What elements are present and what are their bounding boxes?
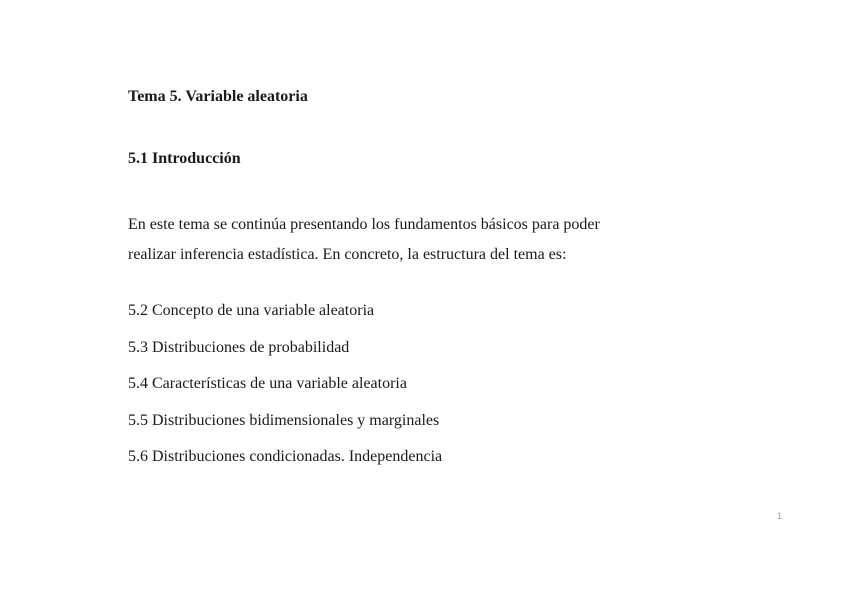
intro-line: realizar inferencia estadística. En concreto, la estructura del tema es: <box>128 246 567 263</box>
topic-item: 5.6 Distribuciones condicionadas. Independencia <box>128 448 443 465</box>
page-number: 1 <box>777 511 783 521</box>
intro-paragraph <box>128 210 728 270</box>
document-title: Tema 5. Variable aleatoria <box>128 88 308 105</box>
topic-item: 5.4 Características de una variable aleatoria <box>128 375 407 392</box>
topic-list <box>128 298 442 481</box>
section-heading: 5.1 Introducción <box>128 150 241 167</box>
topic-item: 5.5 Distribuciones bidimensionales y marginales <box>128 411 440 429</box>
topic-item: 5.3 Distribuciones de probabilidad <box>128 338 350 356</box>
intro-line: En este tema se continúa presentando los fundamentos básicos para poder <box>128 216 600 233</box>
topic-item: 5.2 Concepto de una variable aleatoria <box>128 302 375 319</box>
